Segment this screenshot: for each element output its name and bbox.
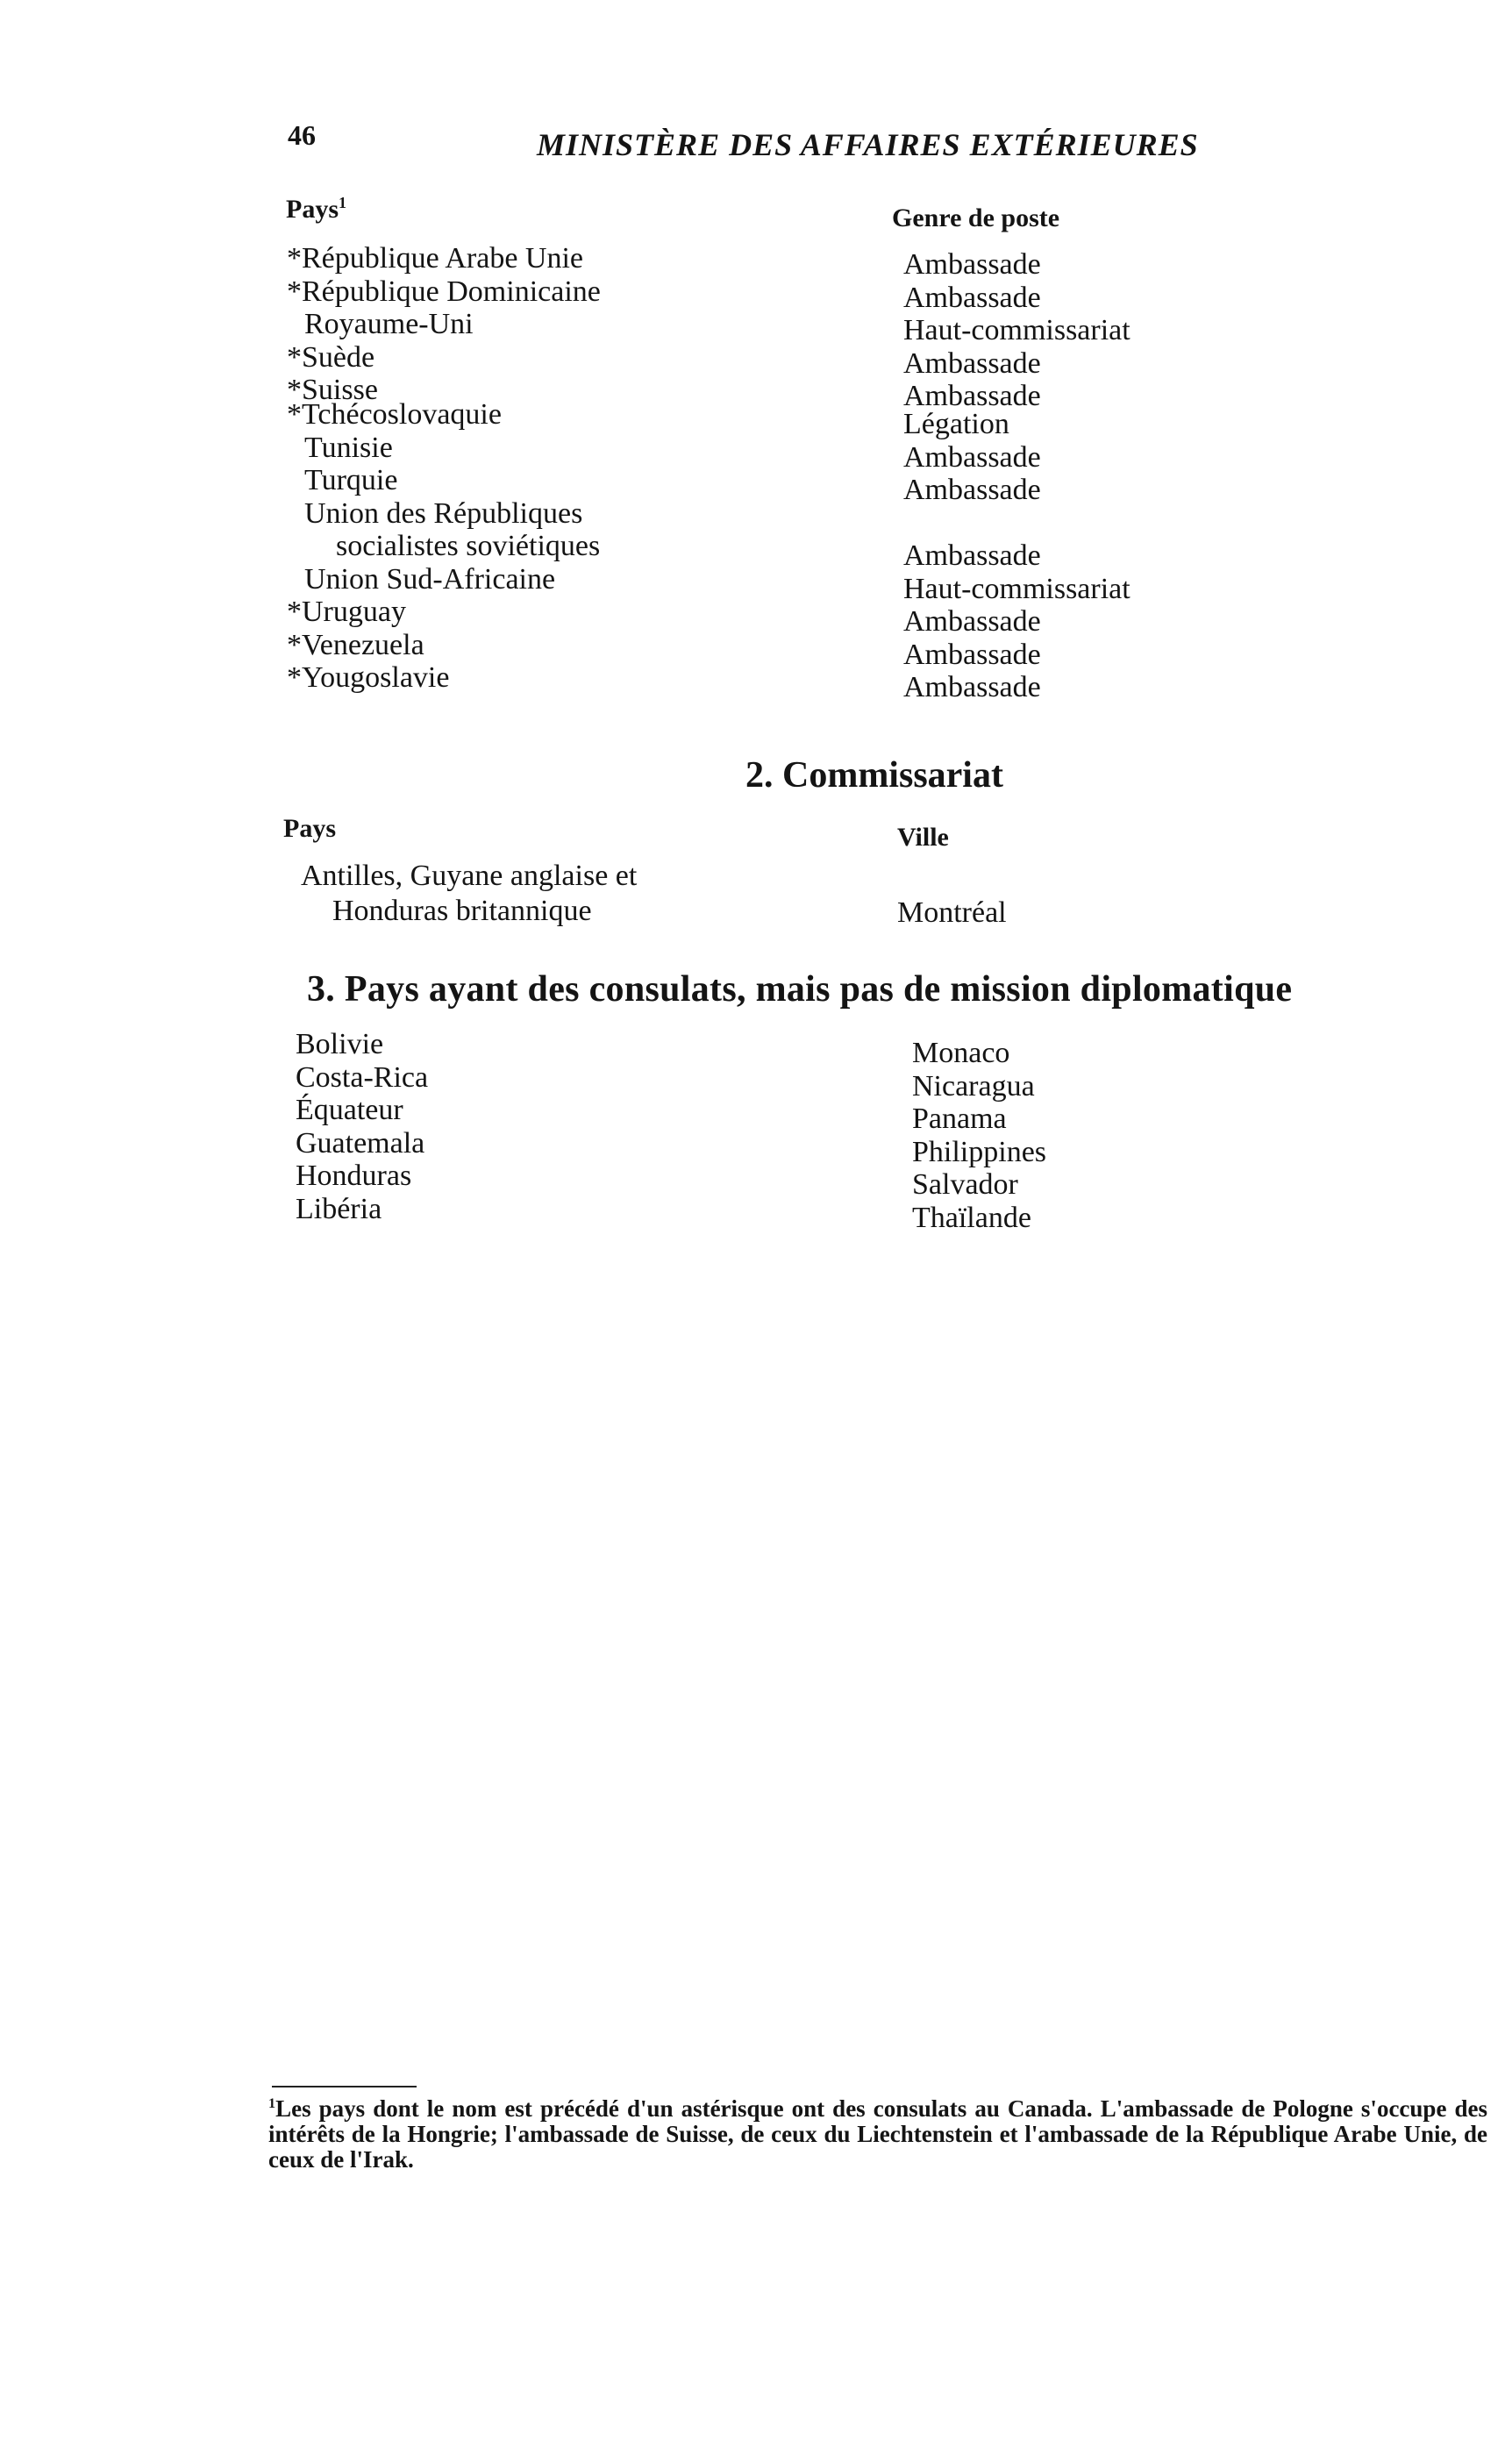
list-item: *Venezuela xyxy=(287,628,424,661)
list-item: Tunisie xyxy=(304,431,393,464)
list-item: Union des Républiques xyxy=(304,496,583,530)
pays-column-header: Pays$^1$ xyxy=(286,194,346,224)
list-item: Honduras xyxy=(296,1160,412,1192)
list-item: Thaïlande xyxy=(912,1201,1031,1234)
list-item: Ambassade xyxy=(903,474,1041,506)
list-item: Ambassade xyxy=(903,671,1041,703)
list-item: Ambassade xyxy=(903,281,1041,314)
running-title: MINISTÈRE DES AFFAIRES EXTÉRIEURES xyxy=(537,127,1199,162)
post-types-list xyxy=(903,248,1130,704)
countries-list xyxy=(287,242,601,695)
consulate-countries-left xyxy=(296,1028,428,1225)
list-item: Turquie xyxy=(304,464,398,496)
list-item: Philippines xyxy=(912,1135,1047,1168)
list-item: *Suisse xyxy=(287,374,378,406)
commissariat-country-line-1: Antilles, Guyane anglaise et xyxy=(301,860,638,892)
list-item: Équateur xyxy=(296,1094,403,1126)
consulate-countries-right xyxy=(912,1037,1046,1234)
list-item: Ambassade xyxy=(903,346,1041,380)
list-item: *Suède xyxy=(287,340,375,374)
list-item: Panama xyxy=(912,1103,1007,1135)
list-item: Haut-commissariat xyxy=(903,572,1130,605)
ville-column-header: Ville xyxy=(897,823,949,852)
list-item: Royaume-Uni xyxy=(304,308,474,340)
commissariat-city: Montréal xyxy=(897,896,1007,929)
list-item: Ambassade xyxy=(903,638,1041,671)
list-item: Monaco xyxy=(912,1037,1010,1069)
list-item: *Tchécoslovaquie xyxy=(287,398,502,431)
section-2-title: 2. Commissariat xyxy=(745,755,1003,796)
footnote-text: Les pays dont le nom est précédé d'un astérisque ont des consulats au Canada. L'ambassade de Pologne s'occupe des intérêts de la Hongrie; l'ambassade de Suisse, de ceux du Liechtenstein et l'ambassade de la République Arabe Unie, de ceux de l'Irak. xyxy=(268,2095,1487,2173)
list-item: *Yougoslavie xyxy=(287,661,450,694)
page-number: 46 xyxy=(288,119,316,151)
list-item: Libéria xyxy=(296,1192,382,1225)
list-item: *République Arabe Unie xyxy=(287,242,584,275)
pays-column-header-2: Pays xyxy=(283,814,336,843)
list-item: Bolivie xyxy=(296,1028,384,1060)
footnote-marker: 1 xyxy=(268,2095,276,2111)
footnote-rule xyxy=(272,2086,417,2087)
list-item: Salvador xyxy=(912,1168,1018,1201)
list-item: *Uruguay xyxy=(287,596,406,628)
list-item: socialistes soviétiques xyxy=(336,530,601,562)
list-item: Haut-commissariat xyxy=(903,314,1130,346)
list-item: Costa-Rica xyxy=(296,1060,429,1094)
list-item: Ambassade xyxy=(903,380,1041,412)
genre-column-header: Genre de poste xyxy=(892,203,1060,232)
list-item: Guatemala xyxy=(296,1126,425,1160)
list-item: *République Dominicaine xyxy=(287,275,601,308)
section-3-title: 3. Pays ayant des consulats, mais pas de mission diplomatique xyxy=(307,969,1293,1010)
list-item: Nicaragua xyxy=(912,1069,1035,1103)
list-item: Ambassade xyxy=(903,605,1041,638)
list-item: Légation xyxy=(903,408,1009,440)
list-item: Ambassade xyxy=(903,440,1041,474)
list-item: Ambassade xyxy=(903,539,1041,572)
footnote xyxy=(268,2096,1487,2173)
list-item: Union Sud-Africaine xyxy=(304,562,556,596)
list-item: Ambassade xyxy=(903,248,1041,281)
commissariat-country-line-2: Honduras britannique xyxy=(332,895,592,927)
